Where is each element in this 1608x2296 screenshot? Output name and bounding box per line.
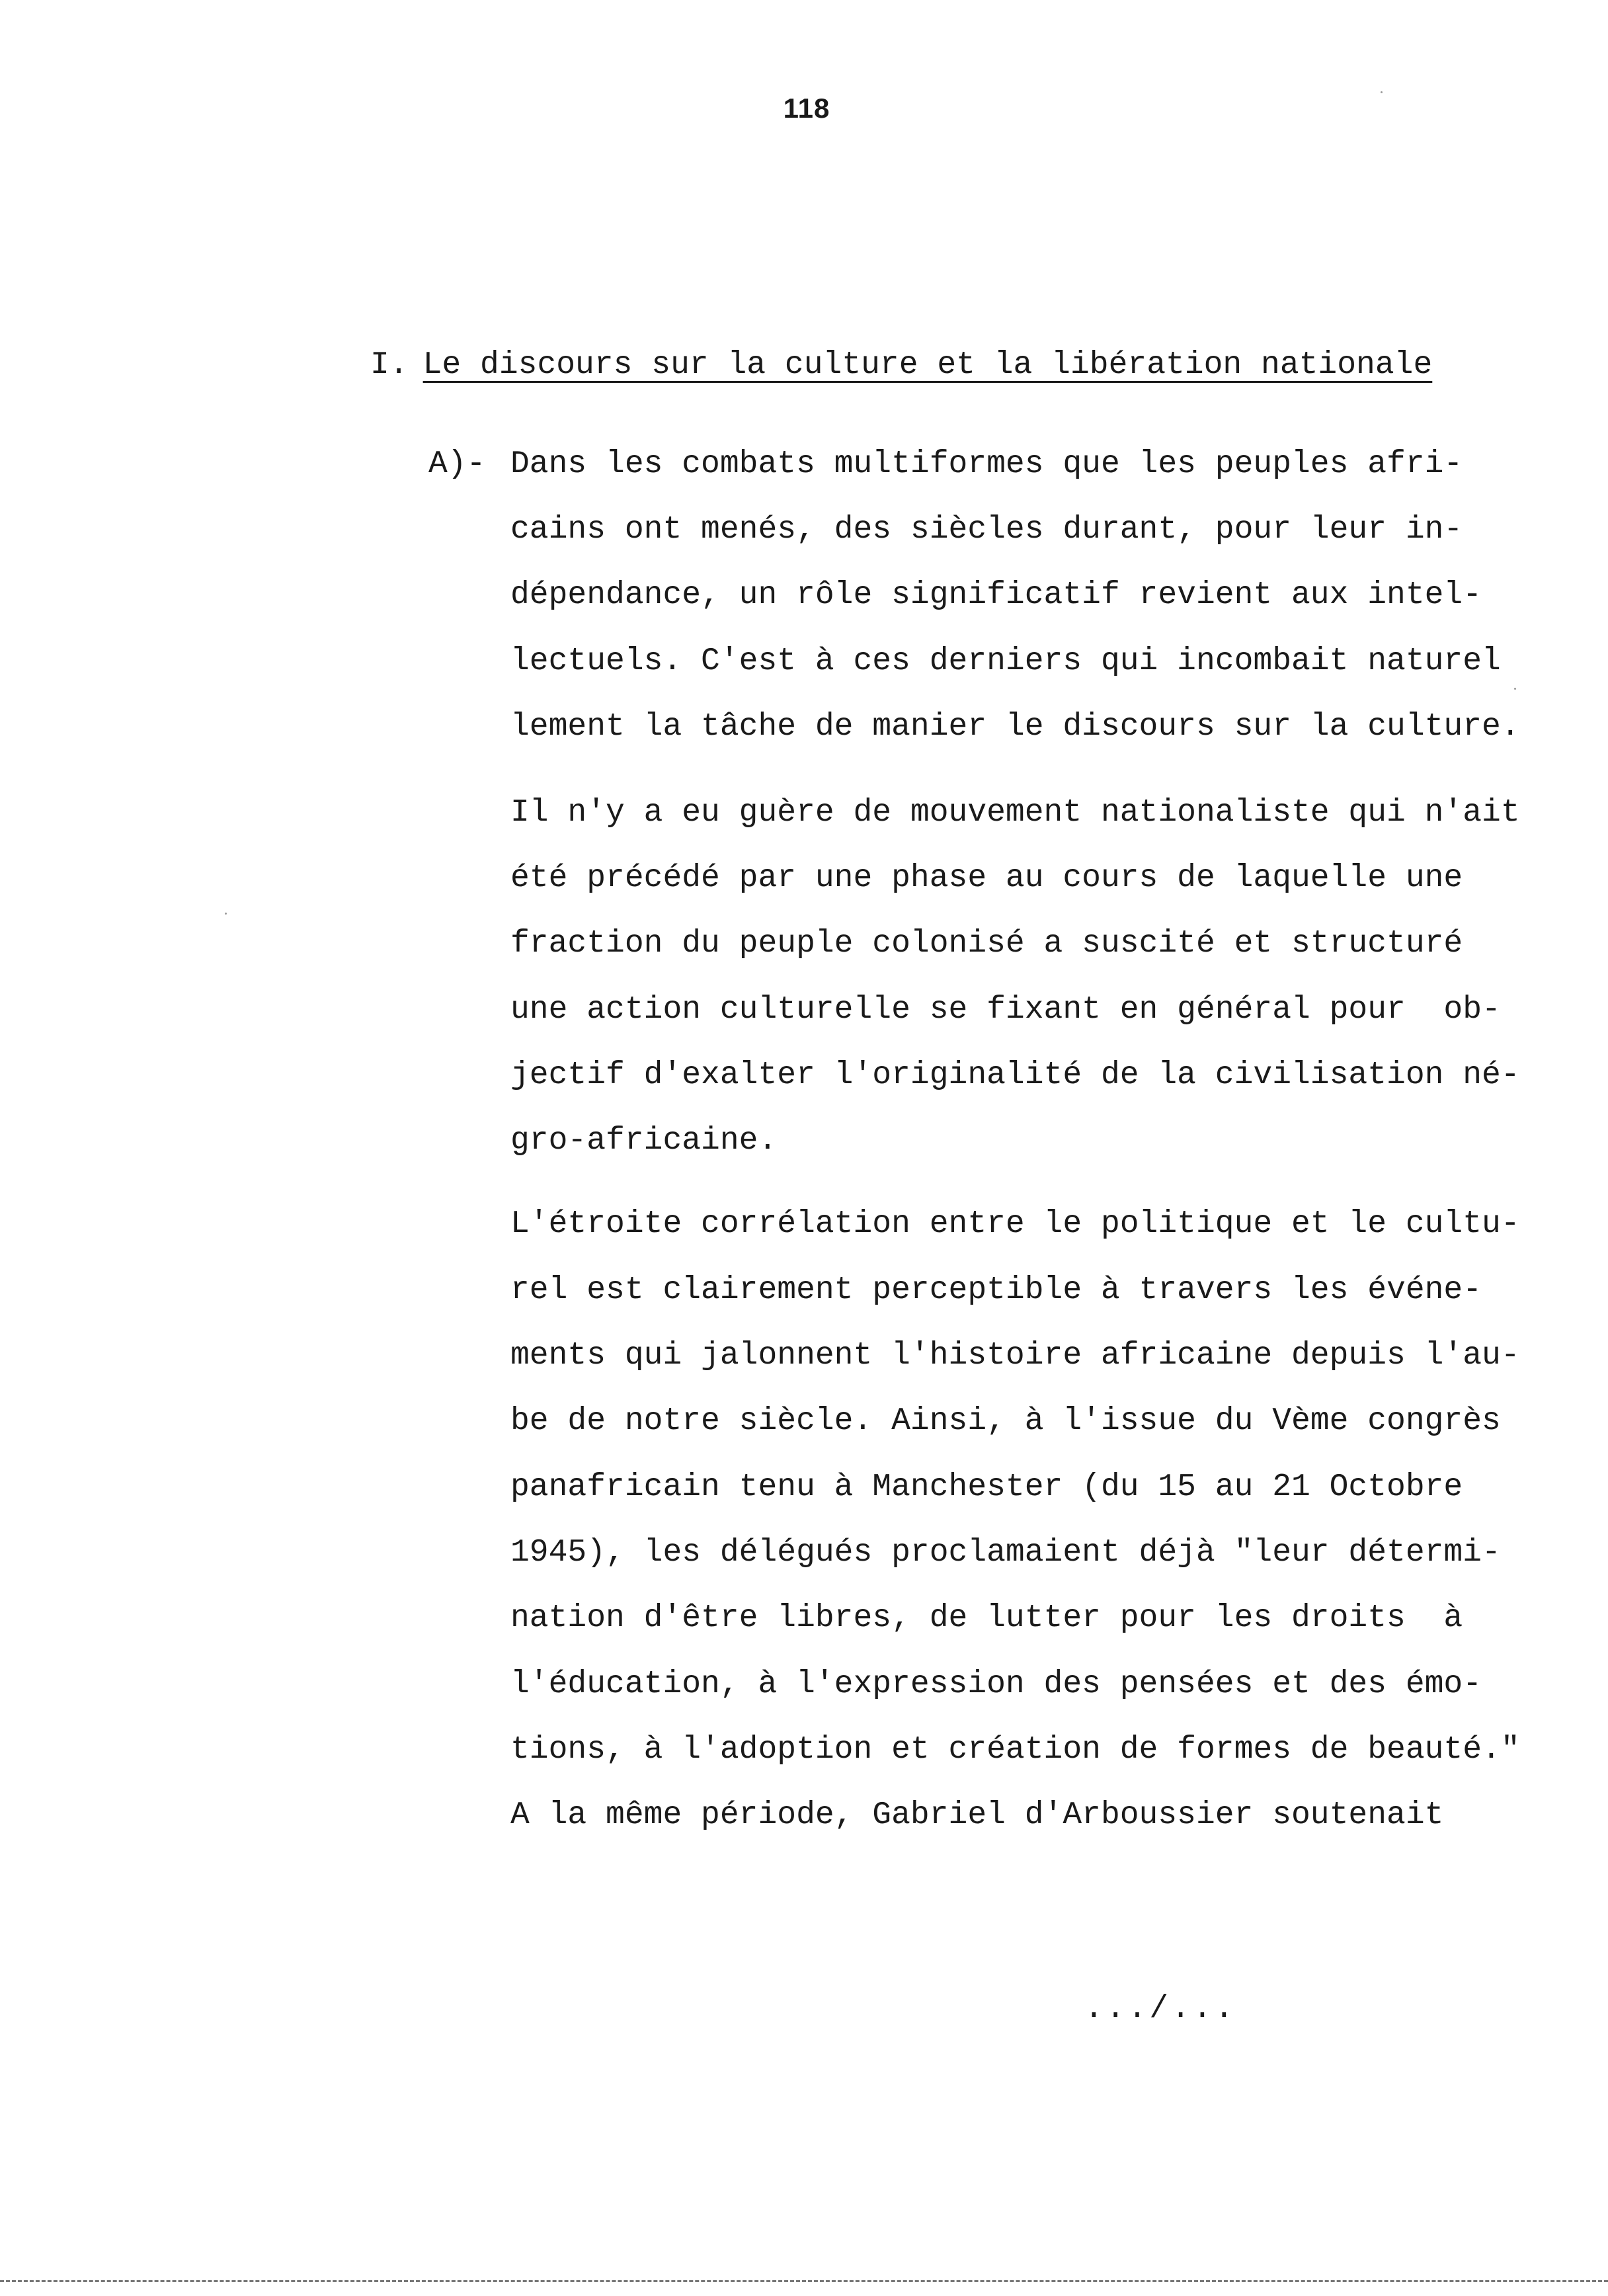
heading-title: Le discours sur la culture et la libération nationale — [422, 347, 1433, 383]
subsection-label: A)- — [428, 446, 486, 482]
body-line: lement la tâche de manier le discours sur la culture. — [510, 709, 1520, 745]
body-line: été précédé par une phase au cours de laquelle une — [510, 860, 1463, 896]
body-line: tions, à l'adoption et création de formes de beauté." — [510, 1732, 1520, 1768]
body-line: fraction du peuple colonisé a suscité et structuré — [510, 926, 1463, 962]
continuation-marker: .../... — [1084, 1991, 1236, 2027]
page-bottom-edge — [0, 2280, 1608, 2282]
body-line: jectif d'exalter l'originalité de la civilisation né- — [510, 1057, 1520, 1093]
body-line: l'éducation, à l'expression des pensées et des émo- — [510, 1666, 1482, 1702]
body-line: be de notre siècle. Ainsi, à l'issue du Vème congrès — [510, 1403, 1501, 1439]
scan-speck — [225, 913, 227, 915]
body-line: gro-africaine. — [510, 1123, 778, 1159]
body-line: lectuels. C'est à ces derniers qui incombait naturel — [510, 643, 1501, 679]
section-heading — [370, 345, 1432, 385]
body-line: ments qui jalonnent l'histoire africaine depuis l'au- — [510, 1338, 1520, 1374]
heading-numeral: I. — [370, 347, 409, 383]
body-line: Dans les combats multiformes que les peuples afri- — [510, 446, 1463, 482]
body-line: cains ont menés, des siècles durant, pour leur in- — [510, 512, 1463, 548]
page-number: 118 — [783, 93, 830, 124]
body-line: dépendance, un rôle significatif revient aux intel- — [510, 577, 1482, 613]
body-line: 1945), les délégués proclamaient déjà "leur détermi- — [510, 1535, 1501, 1571]
body-line: une action culturelle se fixant en général pour ob- — [510, 992, 1501, 1028]
scan-speck — [1514, 688, 1516, 690]
body-line: A la même période, Gabriel d'Arboussier soutenait — [510, 1797, 1444, 1833]
scan-speck — [1381, 91, 1383, 93]
body-line: Il n'y a eu guère de mouvement nationaliste qui n'ait — [510, 795, 1520, 831]
body-line: nation d'être libres, de lutter pour les droits à — [510, 1600, 1463, 1636]
body-line: panafricain tenu à Manchester (du 15 au 21 Octobre — [510, 1469, 1463, 1505]
body-line: L'étroite corrélation entre le politique et le cultu- — [510, 1206, 1520, 1242]
body-line: rel est clairement perceptible à travers les événe- — [510, 1272, 1482, 1308]
